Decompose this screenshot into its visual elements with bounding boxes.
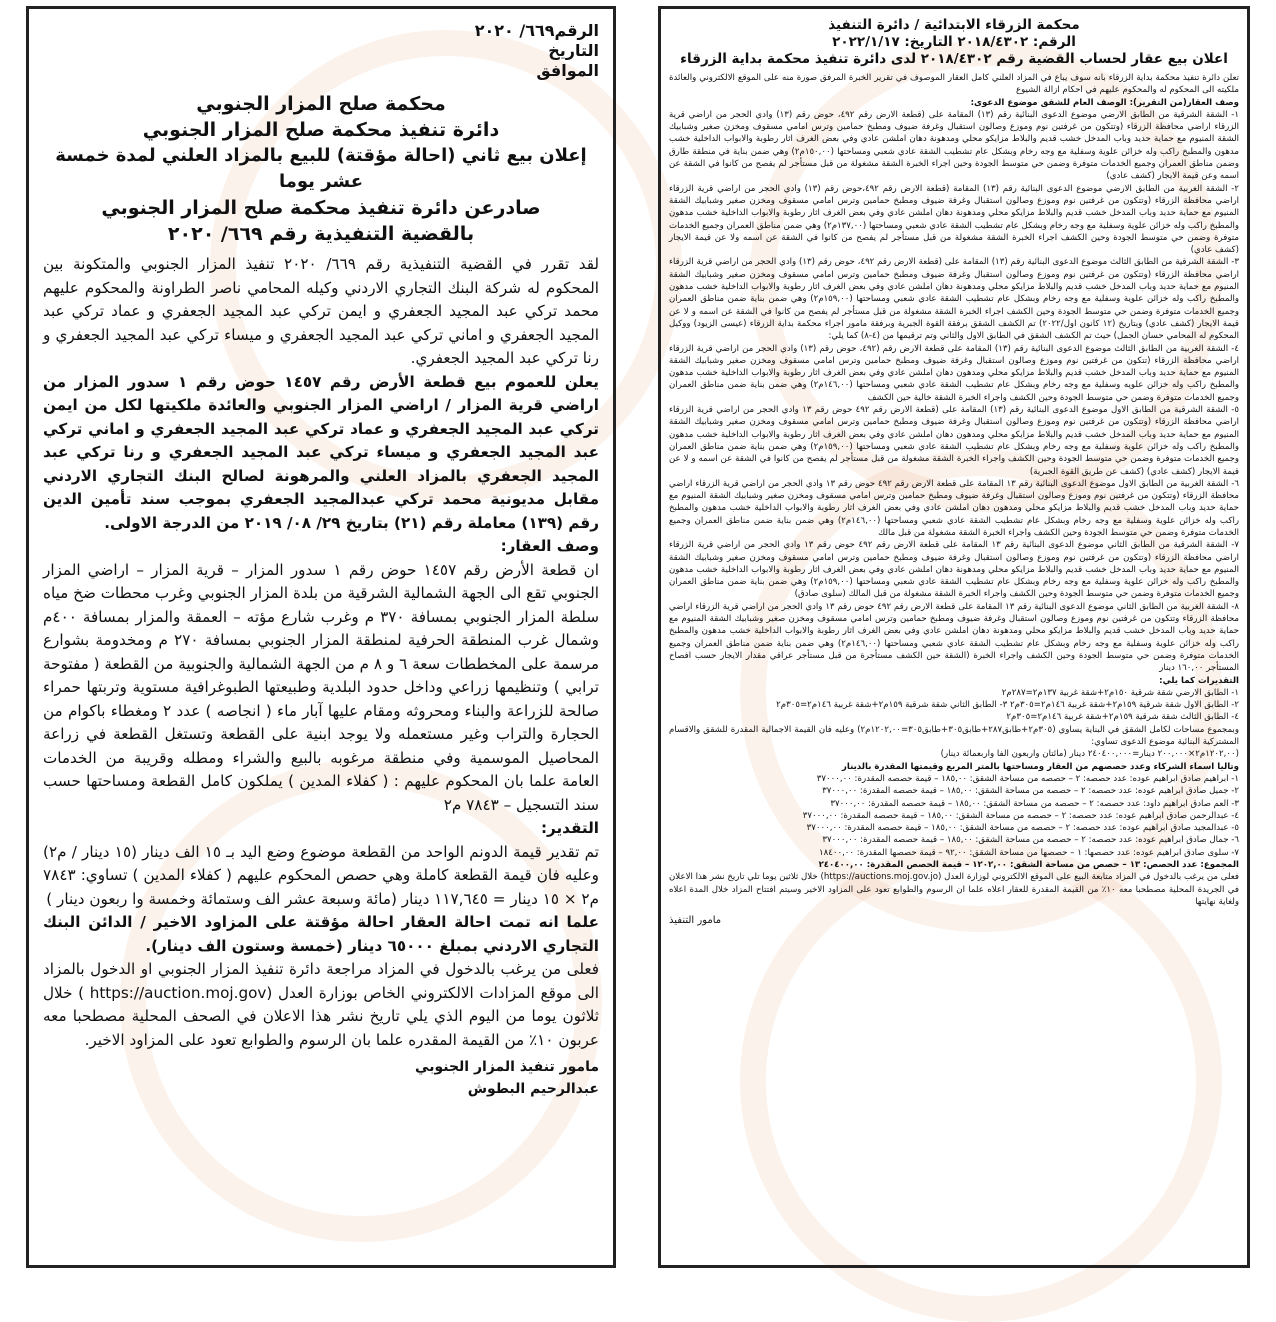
notice-reference-block [43, 21, 599, 81]
issued-by-line: صادرعن دائرة تنفيذ محكمة صلح المزار الجنوبي [101, 197, 541, 219]
intro-paragraph: لقد تقرر في القضية التنفيذية رقم ٦٦٩/ ٢٠٢٠ تنفيذ المزار الجنوبي والمتكونة بين المحكوم له شركة البنك التجاري الاردني وكيله المحامي ناصر الطراونة والمحكوم عليهم محمد تركي عبد المجيد الجعفري و ايمن تركي عبد المجيد الجعفري و عماد تركي عبد المجيد الجعفري و اماني تركي عبد المجيد الجعفري و ميساء تركي عبد المجيد الجعفري و رنا تركي عبد المجيد الجعفري. [43, 255, 599, 367]
case-line: بالقضية التنفيذية رقم ٦٦٩/ ٢٠٢٠ [167, 223, 475, 245]
share-line: ٦- جمال صادق ابراهيم عوده: عدد حصصه: ٢ – حصصه من مساحة الشقق: ١٨٥,٠٠ – قيمة حصصه المقدرة: ٣٧٠٠٠,٠٠ [822, 835, 1239, 846]
property-description-label: وصف العقار: [500, 537, 599, 555]
signature-name: عبدالرحيم البطوش [467, 1081, 599, 1097]
valuation-line: ١- الطابق الارضي شقة شرقية ١٥٠م٢+شقة غربية ١٣٧م٢=٢٨٧م٢ [1001, 687, 1239, 698]
department-name: دائرة تنفيذ محكمة صلح المزار الجنوبي [142, 119, 500, 141]
zarqa-sale-notice [658, 6, 1250, 1268]
court-name: محكمة الزرقاء الابتدائية / دائرة التنفيذ [828, 17, 1080, 33]
valuation-line: وبمجموع مساحات لكامل الشقق في البناية يساوي (٣٠٥م٢+طابق٢٨٧+طابق٣٠٥+طابق٣٠٥=١٢٠٢,٠٠م٢) وعليه فان القيمة الاجمالية المقدرة للشقق والاقسام المشتركية البنائية موضوع الدعوى تساوي: [669, 724, 1239, 748]
reference-line: الرقم: ٢٠١٨/٤٣٠٢ التاريخ: ٢٠٢٢/١/١٧ [832, 34, 1076, 50]
auction-call-text: فعلى من يرغب بالدخول في المزاد متابعة البيع على الموقع الالكتروني لوزارة العدل (https://auctions.moj.gov.jo) خلال ثلاثين يوما تلي تاريخ نشر هذا الاعلان في الجريدة المحلية مصطحبا معه ١٠٪ من القيمة المقدرة للعقار اعلاه علما ان الرسوم والطوابع تعود على المزاود الاخير وسيتم افتتاح المزاد خلال المدة اعلاه ولغاية نهايتها [669, 872, 1239, 907]
share-line: ٤- عبدالرحمن صادق ابراهيم عوده: عدد حصصه: ٢ – حصصه من مساحة الشقق: ١٨٥,٠٠ – قيمة حصصه المقدرة: ٣٧٠٠٠,٠٠ [802, 810, 1239, 821]
signature: مامور التنفيذ [669, 915, 722, 927]
notice-title: إعلان بيع ثاني (احالة مؤقتة) للبيع بالمزاد العلني لمدة خمسة عشر يوما [55, 145, 587, 192]
signature-title: مامور تنفيذ المزار الجنوبي [415, 1059, 599, 1075]
announcement-paragraph: يعلن للعموم بيع قطعة الأرض رقم ١٤٥٧ حوض رقم ١ سدور المزار من اراضي قرية المزار / اراضي المزار الجنوبي والعائدة ملكيتها لكل من ايمن تركي عبد المجيد الجعفري و عماد تركي عبد المجيد الجعفري و اماني تركي عبد المجيد الجعفري و ميساء تركي عبد المجيد الجعفري و رنا تركي عبد المجيد الجعفري بالمزاد العلني والمرهونة لصالح البنك التجاري الاردني مقابل مديونية محمد تركي عبدالمجيد الجعفري بموجب سند تأمين الدين رقم (١٣٩) معاملة رقم (٢١) بتاريخ ٢٩/ ٠٨/ ٢٠١٩ من الدرجة الاولى. [43, 372, 599, 532]
valuation-line: ٢- الطابق الاول شقة شرقية ١٥٩م٢+شقة غربية ١٤٦م٢=٣٠٥م٢ ٣- الطابق الثاني شقة شرقية ١٥٩م٢+شقة غربية ١٤٦م٢=٣٠٥م٢ [776, 700, 1239, 711]
apartment-description: ٣- الشقة الشرقية من الطابق الثالث موضوع الدعوى البنائية رقم (١٣) المقامة على (قطعة الارض رقم ٤٩٢، حوض رقم (١٣) وادي الحجر من اراضي قرية الزرقاء اراضي محافظة الزرقاء (وتتكون من غرفتين نوم وموزع وصالون استقبال وغرفة ضيوف ومطبخ حمامين وترس امامي مسقوف ومخزن صغير وشبابيك الشقة المنيوم مع حماية حديد وباب المدخل خشب قديم والبلاط مزايكو محلي ومدهونة دهان املشن عادي وفي بعض الغرف اثار رطوبة والابواب الداخلية خشب مدهون والمطبخ راكب وله خزائن علوية وسفلية مع وجه رخام وبشكل عام تشطيب الشقة عادي شعبي ومساحتها (١٥٩,٠٠م٢) وهي ضمن بناية ضمن مناطق العمران وجميع الخدمات متوفرة وضمن حي متوسط الجودة وحين الكشف اجراء الخبرة الشقة مشغولة من قبل مستأجر لم يفصح من كانوا في الشقة عن اسمه و لا عن قيمة الايجار (كشف عادي) وبتاريخ (١٢ كانون اول/٢٠٢٢) تم الكشف الشقق برفقة القوة الجبرية وبرفقة مامور اجراء محكمة بداية الزرقاء (عيسى الزيود) ووكيل المحكوم له المحامي حسان الجمل) حيث تم الكشف الشقق في الطابق الاول والثاني وتم ترقيمها من (٤-٨) كما يلي: [669, 257, 1240, 342]
apartment-description: ٤- الشقة الغربية من الطابق الثالث موضوع الدعوى البنائية رقم (١٣) المقامة على قطعة الارض رقم (٤٩٢، حوض رقم (١٣) وادي الحجر من اراضي قرية الزرقاء اراضي محافظة الزرقاء (تتكون من غرفتين نوم وموزع وصالون استقبال وغرفة ضيوف ومطبخ حمامين وترس امامي مسقوف ومخزن صغير وشبابيك الشقة المنيوم مع حماية حديد وباب المدخل خشب قديم والبلاط مزايكو محلي ومدهون دهان املشن عادي وفي بعض الغرف اثار رطوبة والابواب الداخلية خشب مدهون والمطبخ راكب وله خزائن علويه وسفلية مع وجه رخام وبشكل عام تشطيب الشقة عادي شعبي ومساحتها (١٤٦,٠٠م٢) وهي ضمن بناية ضمن مناطق العمران وجميع الخدمات متوفرة وضمن حي متوسط الجودة وحين الكشف واجراء الخبرة الشقة خالية حين الكشف [669, 343, 1240, 403]
share-line: ٣- العم صادق ابراهيم داود: عدد حصصه: ٢ – حصصه من مساحة الشقق: ١٨٥,٠٠ – قيمة حصصه المقدرة: ٣٧٠٠٠,٠٠ [830, 798, 1239, 809]
ref-number: الرقم٦٦٩/ ٢٠٢٠ [474, 21, 599, 40]
mazar-sale-notice [26, 6, 616, 1268]
provisional-award-text: علما انه تمت احالة العقار احالة مؤقتة على المزاود الاخير / الدائن البنك التجاري الاردني بمبلغ ٦٥٠٠٠ دينار (خمسة وستون الف دينار). [43, 913, 599, 955]
share-line: ١- ابراهيم صادق ابراهيم عوده: عدد حصصه: ٢ – حصصه من مساحة الشقق: ١٨٥,٠٠ – قيمة حصصه المقدرة: ٣٧٠٠٠,٠٠ [816, 773, 1239, 784]
court-name: محكمة صلح المزار الجنوبي [196, 93, 446, 115]
valuation-line: ٤- الطابق الثالث شقة شرقية ١٥٩م٢+شقة غربية ١٤٦م٢=٣٠٥م٢ [1006, 712, 1239, 723]
apartment-description: ٥- الشقة الشرقية من الطابق الاول موضوع الدعوى البنائية رقم (١٣) المقامة على (قطعة الارض رقم ٤٩٢ حوض رقم ١٣ وادي الحجر من اراضي قرية الزرقاء اراضي محافظة الزرقاء (وتتكون من غرفتين نوم وموزع وصالون استقبال وغرفة ضيوف ومطبخ حمامين وترس امامي مسقوف ومخزن صغير وشبابيك الشقة المنيوم مع حماية حديد وباب المدخل خشب قديم والبلاط مزايكو محلي ومدهون دهان املشن عادي وفي بعض الغرف اثار رطوبة والابواب الداخلية خشب مدهون والمطبخ راكب وله خزائن علوية وسفلية مع وجه رخام وبشكل عام تشطيب الشقة عادي شعبي ومساحتها (١٥٩,٠٠م٢) وهي ضمن بناية ضمن مناطق العمران وجميع الخدمات متوفرة وضمن حي متوسط الجودة وحين الكشف واجراء الخبرة الشقة مشغولة من قبل مستأجر لم يفصح من كانوا في الشقة عن اسمه و لا عن قيمة الايجار (كشف عادي) (كشف عن طريق القوة الجبرية) [669, 405, 1240, 477]
apartment-description: ٧- الشقة الشرقية من الطابق الثاني موضوع الدعوى البنائية رقم ١٣ المقامة على قطعة الارض رقم ٤٩٢ حوض رقم ١٣ وادي الحجر من اراضي قرية الزرقاء اراضي محافظة الزرقاء (وتتكون من غرفتين نوم وموزع وصالون استقبال وغرفة ضيوف ومطبخ حمامين وترس امامي مسقوف ومخزن صغير وشبابيك الشقة المنيوم مع حماية حديد وباب المدخل خشب قديم والبلاط مزايكو محلي ومدهونة دهان املشن عادي وفي بعض الغرف اثار رطوبة والابواب الداخلية خشب مدهون والمطبخ راكب وله خزائن علوية وسفلية مع وجه رخام وبشكل عام تشطيب الشقة عادي شعبي ومساحتها (١٥٩,٠٠م٢) وهي ضمن بناية ضمن مناطق العمران وجميع الخدمات متوفرة وضمن حي متوسط الجودة وحين الكشف واجراء الخبرة الشقة مشغولة من قبل المالك (سلوى صادق) [669, 540, 1240, 600]
property-description: ان قطعة الأرض رقم ١٤٥٧ حوض رقم ١ سدور المزار – قرية المزار – اراضي المزار الجنوبي تقع الى الجهة الشمالية الشرقية من بلدة المزار الجنوبي وغرب محطات ضخ مياه سلطة المزار الجنوبي بمسافة ٣٧٠ م وغرب شارع مؤته – العمقة والمزار بمسافة ٤٠٠م وشمال غرب المنطقة الحرفية لمنطقة المزار الجنوبي بمسافة ٢٧٠ م ومخدومة بشوارع مرسمة على المخططات سعة ٦ و ٨ م من الجهة الشمالية والجنوبية من القطعة ( مفتوحة ترابي ) وتنظيمها زراعي وداخل حدود البلدية وطبيعتها الطبوغرافية مستوية وتربتها حمراء صالحة للزراعة والبناء ومحروثه ومقام عليها آبار ماء ( انجاصه ) عدد ٢ ومغطاء باكوام من الحجارة والتراب وغير مستعمله ولا يوجد ابنية على القطعة وتستغل القطعة في زراعة المحاصيل الموسمية وفي منطقة مرغوبه بالبيع والشراء ومطله وقريبة من الخدمات العامة علما بان المحكوم عليهم : ( كفلاء المدين ) يملكون كامل القطعة ومساحتها حسب سند التسجيل – ٧٨٤٣ م٢ [43, 560, 600, 814]
apartment-description: ٦- الشقة الغربية من الطابق الاول موضوع الدعوى البنائية رقم ١٣ المقامة على قطعة الارض رقم ٤٩٢ حوض رقم ١٣ وادي الحجر من اراضي قرية الزرقاء اراضي محافظة الزرقاء (وتتكون من غرفتين نوم وموزع وصالون استقبال وغرفة ضيوف ومطبخ حمامين وترس امامي مسقوف ومخزن صغير وشبابيك الشقة المنيوم مع حماية حديد وباب المدخل خشب قديم والبلاط مزايكو محلي ومدهون دهان املشن عادي وفي بعض الغرف اثار رطوبة والابواب الداخلية خشب مدهون والمطبخ راكب وله خزائن علوية وسفلية مع وجه رخام وبشكل عام تشطيب الشقة عادي شعبي ومساحتها (١٤٦,٠٠م٢) وهي ضمن بناية ضمن مناطق العمران وجميع الخدمات متوفرة وضمن حي متوسط الجودة وحين الكشف واجراء الخبرة الشقة مشغولة من قبل مالك [669, 478, 1239, 538]
apartment-description: ٢- الشقة الغربية من الطابق الارضي موضوع الدعوى البنائية رقم (١٣) المقامة (قطعة الارض رقم ٤٩٢،حوض رقم (١٣) وادي الحجر من اراضي قرية الزرقاء اراضي محافظة الزرقاء (وتتكون من غرفتين نوم وموزع وصالون استقبال وغرفة ضيوف ومطبخ حمامين وترس امامي مسقوف ومخزن صغير وشبابيك الشقة المنيوم مع حماية حديد وباب المدخل خشب قديم والبلاط مزايكو محلي ومدهونة دهان املشن عادي وفي بعض الغرف اثار رطوبة والابواب الداخلية خشب مدهون والمطبخ راكب وله خزائن علوية وسفلية مع وجه رخام وبشكل عام تشطيب الشقة عادي شعبي ومساحتها (١٣٧,٠٠م٢) وهي ضمن مناطق العمران وجميع الخدمات متوفرة وضمن حي متوسط الجودة وحين الكشف اجراء الخبرة الشقة مشغولة من قبل مستأجر لم يفصح من كانوا في الشقة عن اسمه ولا عن قيمة الايجار (كشف عادي) [669, 183, 1239, 256]
notice-title: اعلان بيع عقار لحساب القضية رقم ٢٠١٨/٤٣٠٢ لدى دائرة تنفيذ محكمة بداية الزرقاء [680, 51, 1228, 67]
corresponding-date-label: الموافق [536, 61, 599, 80]
share-line: ٧- سلوى صادق ابراهيم عوده: عدد حصصها: ١ – حصصها من مساحة الشقق: ٩٢,٠٠ – قيمة حصصها المقدرة: ١٨٤٠٠,٠٠ [818, 847, 1239, 858]
valuation-line: (١٢٠٢,٠٠م٢×٢٠٠,٠٠٠ دينار=٢٤٠٤٠٠,٠٠٠ دينار (مائتان واربعون الفا واربعمائة دينار) [940, 749, 1239, 760]
auction-call-text: فعلى من يرغب بالدخول في المزاد مراجعة دائرة تنفيذ المزار الجنوبي او الدخول بالمزاد الى موقع المزادات الالكتروني الخاص بوزارة العدل (https://auction.moj.gov ) خلال ثلاثون يوما من اليوم الذي يلي تاريخ نشر هذا الاعلان في الصحف المحلية مصطحبا معه عربون ١٠٪ من القيمة المقدره علما بان الرسوم والطوابع تعود على المزاود الاخير. [43, 960, 599, 1049]
apartment-description: ٨- الشقة الغربية من الطابق الثاني موضوع الدعوى البنائية رقم ١٣ المقامة على قطعة الارض رقم ٤٩٢ حوض رقم ١٣ وادي الحجر من اراضي قرية الزرقاء اراضي محافظة الزرقاء وتتكون من غرفتين نوم وموزع وصالون استقبال وغرفة ضيوف ومطبخ حمامين وترس امامي مسقوف ومخزن صغير وشبابيك الشقة المنيوم مع حماية حديد وباب المدخل خشب قديم والبلاط مزايكو محلي ومدهونة دهان املشن عادي وفي بعض الغرف اثار رطوبة والابواب الداخلية خشب مدهون والمطبخ راكب وله خزائن علوية وسفلية مع وجه رخام وبشكل عام تشطيب الشقة عادي شعبي ومساحتها (١٤٦,٠٠م٢) وهي ضمن بناية ضمن مناطق العمران وجميع الخدمات متوفرة وضمن حي متوسط الجودة وحين الكشف واجراء الخبرة (الشقة حين الكشف مستأجرة من قبل مستأجر عراقي مقدار الايجار حسب افصاح المستأجر ١٦٠,٠٠ دينار [669, 601, 1239, 674]
property-description-label: وصف العقار(من التقرير): الوصف العام للشقق موضوع الدعوى: [970, 97, 1239, 108]
share-line: ٢- جميل صادق ابراهيم عوده: عدد حصصه: ٢ – حصصه من مساحة الشقق: ١٨٥,٠٠ – قيمة حصصه المقدرة: ٣٧٠٠٠,٠٠ [822, 786, 1239, 797]
apartment-description: ١- الشقة الشرقية من الطابق الارضي موضوع الدعوى البنائية رقم (١٣) المقامة على (قطعة الارض رقم ٤٩٢، حوض رقم (١٣) وادي الحجر من اراضي قرية الزرقاء اراضي محافظة الزرقاء (وتتكون من غرفتين نوم وموزع وصالون استقبال وغرفة ضيوف ومطبخ حمامين وترس امامي مسقوف ومخزن صغير وشبابيك الشقة المنيوم مع حماية حديد وباب المدخل خشب قديم والبلاط مزايكو محلي ومدهونة دهان املشن عادي وفي بعض الغرف اثار رطوبة والابواب الداخلية خشب مدهون والمطبخ راكب وله خزائن علوية وسفلية مع وجه رخام وبشكل عام تشطيب الشقة عادي شعبي ومساحتها (١٥٠,٠٠م٢) وهي ضمن بناية في منطقة طارق وضمن مناطق العمران وجميع الخدمات متوفرة وضمن حي متوسط الجودة وحين اجراء الخبرة الشقة مشغولة من قبل مستأجر لم يفصح من كانوا في الشقة عن اسمه وعن قيمة الايجار (كشف عادي) [669, 109, 1239, 182]
notice-heading [43, 91, 599, 247]
date-label: التاريخ [548, 41, 599, 60]
intro-paragraph: تعلن دائرة تنفيذ محكمة بداية الزرقاء بانه سوف يباع في المزاد العلني كامل العقار الموصوف في تقرير الخبرة المرفق صورة منه على الموقع الالكتروني والعائدة ملكيته الى المحكوم له والمحكوم عليهم في احكام ازالة الشيوع [669, 73, 1239, 96]
valuations-label: التقديرات كما يلي: [1159, 675, 1239, 686]
valuation-label: التقدير: [540, 819, 599, 837]
shares-total-line: المجموع: عدد الحصص: ١٣ – حصص من مساحة الشقق: ١٢٠٢,٠٠ – قيمة الحصص المقدرة: ٢٤٠٤٠٠,٠٠ [818, 860, 1239, 870]
share-line: ٥- عبدالمجيد صادق ابراهيم عوده: عدد حصصه: ٢ – حصصه من مساحة الشقق: ١٨٥,٠٠ – قيمة حصصه المقدرة: ٣٧٠٠٠,٠٠ [806, 823, 1239, 834]
valuation-text: تم تقدير قيمة الدونم الواحد من القطعة موضوع وضع اليد بـ ١٥ الف دينار (١٥ دينار / م٢) وعليه فان قيمة القطعة كاملة وهي حصص المحكوم عليهم ( كفلاء المدين ) تساوي: ٧٨٤٣ م٢ × ١٥ دينار = ١١٧,٦٤٥ دينار (مائة وسبعة عشر الف وستمائة وخمسة وا ربعون دينار ) [43, 842, 599, 908]
shares-label: وتاليا اسماء الشركاء وعدد حصصهم من العقار ومساحتها بالمتر المربع وقيمتها المقدرة بالدينار [841, 761, 1239, 772]
